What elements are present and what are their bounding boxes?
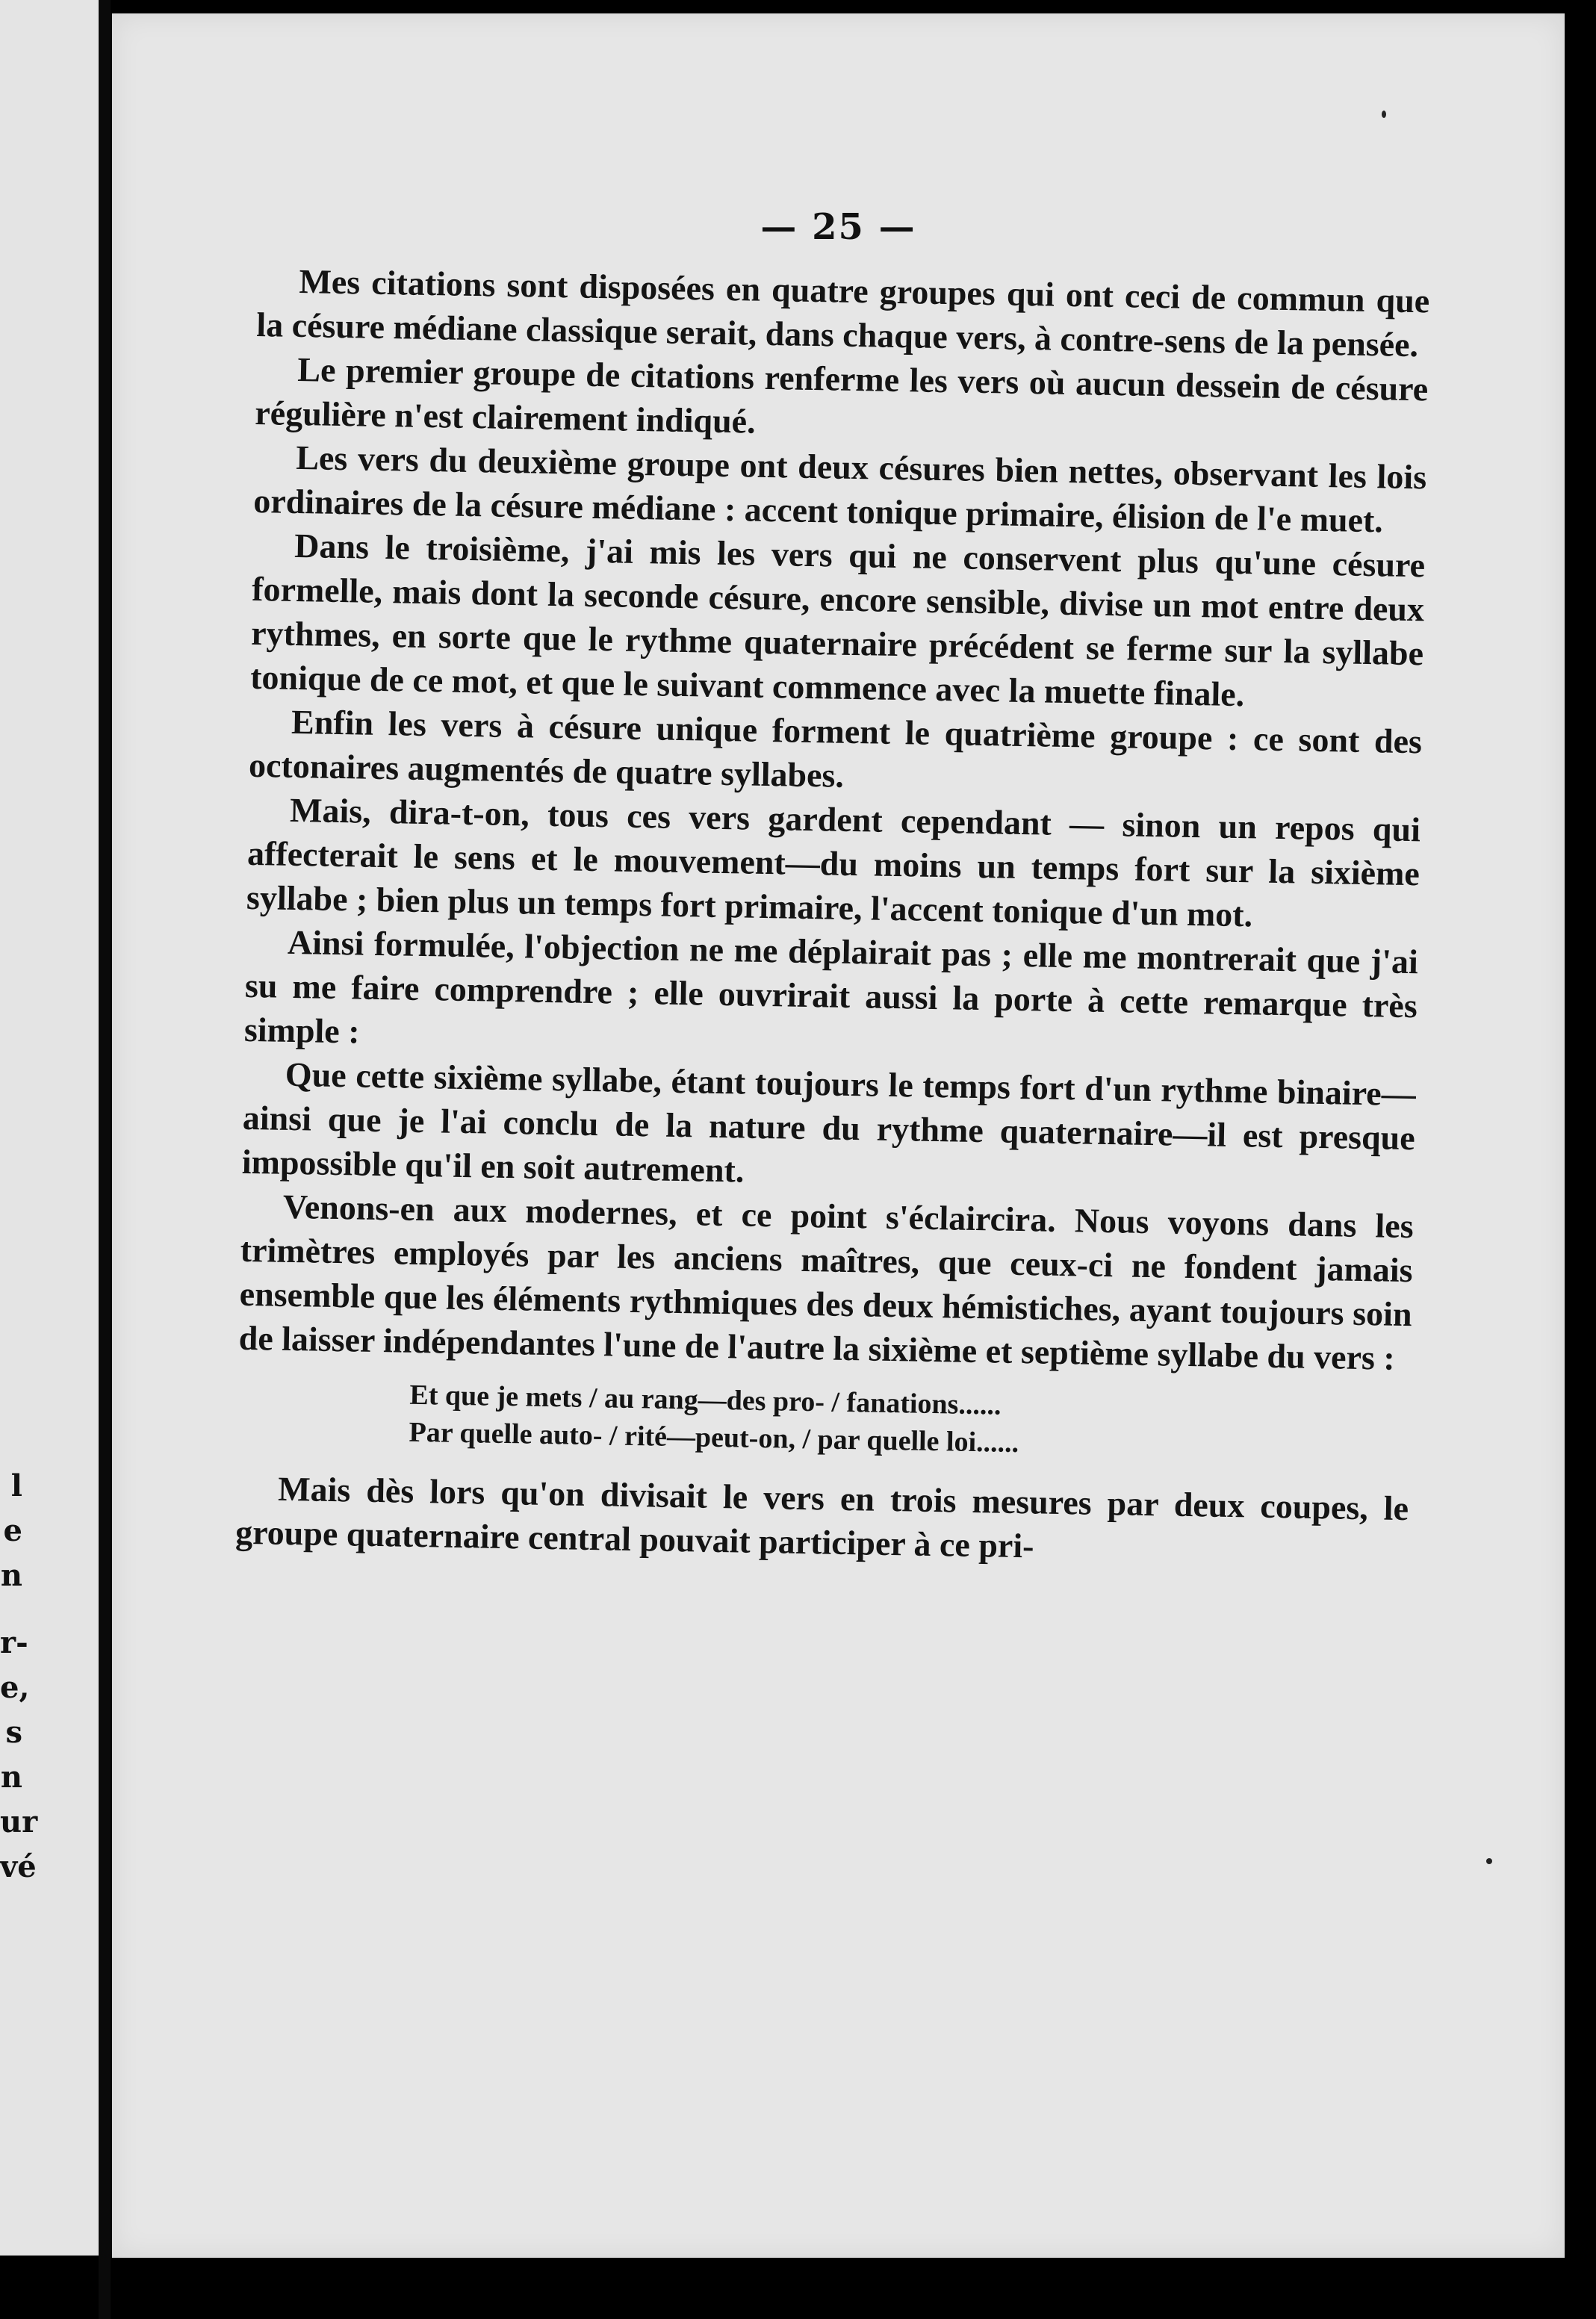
scan-speck	[1486, 1858, 1492, 1864]
fragment: e	[3, 1513, 22, 1548]
page-number: — 25 —	[760, 206, 916, 248]
paragraph: Les vers du deuxième groupe ont deux césures bien nettes, observant les lois ordinaires de la césure médiane : accent tonique primaire, élision de l'e muet.	[252, 438, 1427, 540]
paragraph: Mes citations sont disposées en quatre groupes qui ont ceci de commun que la césure médiane classique serait, dans chaque vers, à contre-sens de la pensée.	[256, 261, 1430, 364]
fragment: l	[10, 1468, 22, 1503]
paragraph: Que cette sixième syllabe, étant toujours le temps fort d'un rythme binaire—ainsi que je l'ai conclu de la nature du rythme quaternaire—il est presque impossible qu'il en soit autrement.	[241, 1055, 1417, 1190]
fragment: n	[0, 1760, 22, 1795]
paragraph: Enfin les vers à césure unique forment le quatrième groupe : ce sont des octonaires augmentés de quatre syllabes.	[248, 702, 1423, 795]
closing-paragraph: Mais dès lors qu'on divisait le vers en trois mesures par deux coupes, le groupe quaternaire central pouvait participer à ce pri-	[235, 1469, 1409, 1565]
paragraph: Ainsi formulée, l'objection ne me déplairait pas ; elle me montrerait que j'ai su me faire comprendre ; elle ouvrirait aussi la porte à cette remarque très simple :	[243, 922, 1419, 1051]
book-gutter	[99, 0, 111, 2319]
previous-page-fragments	[0, 1464, 38, 1890]
verse-line: Par quelle auto- / rité—peut-on, / par quelle loi......	[409, 1416, 1019, 1459]
book-page	[112, 13, 1565, 2258]
paragraph: Venons-en aux modernes, et ce point s'éclaircira. Nous voyons dans les trimètres employés par les anciens maîtres, que ceux-ci ne fondent jamais ensemble que les éléments rythmiques des deux hémistiches, ayant toujours soin de laisser indépendantes l'une de l'autre la sixième et septième syllabe du vers :	[238, 1187, 1415, 1377]
fragment: e,	[0, 1670, 30, 1705]
fragment: ur	[0, 1804, 38, 1840]
previous-page-edge	[0, 0, 99, 2256]
fragment: vé	[0, 1849, 37, 1884]
fragment: n	[0, 1558, 22, 1593]
fragment: s	[5, 1715, 22, 1750]
verse-quotation	[409, 1376, 1411, 1468]
paragraph: Le premier groupe de citations renferme les vers où aucun dessein de césure régulière n'est clairement indiqué.	[254, 350, 1429, 441]
fragment: r-	[0, 1625, 28, 1660]
verse-line: Et que je mets / au rang—des pro- / fanations......	[409, 1379, 1002, 1421]
paragraph: Mais, dira-t-on, tous ces vers gardent cependant — sinon un repos qui affecterait le sens et le mouvement—du moins un temps fort sur la sixième syllabe ; bien plus un temps fort primaire, l'accent tonique d'un mot.	[246, 790, 1421, 934]
paragraph: Dans le troisième, j'ai mis les vers qui ne conservent plus qu'une césure formelle, mais dont la seconde césure, encore sensible, divise un mot entre deux rythmes, en sorte que le rythme quaternaire précédent se ferme sur la syllabe tonique de ce mot, et que le suivant commence avec la muette finale.	[249, 526, 1426, 714]
page-body	[235, 258, 1430, 1574]
scan-speck	[1382, 111, 1386, 118]
